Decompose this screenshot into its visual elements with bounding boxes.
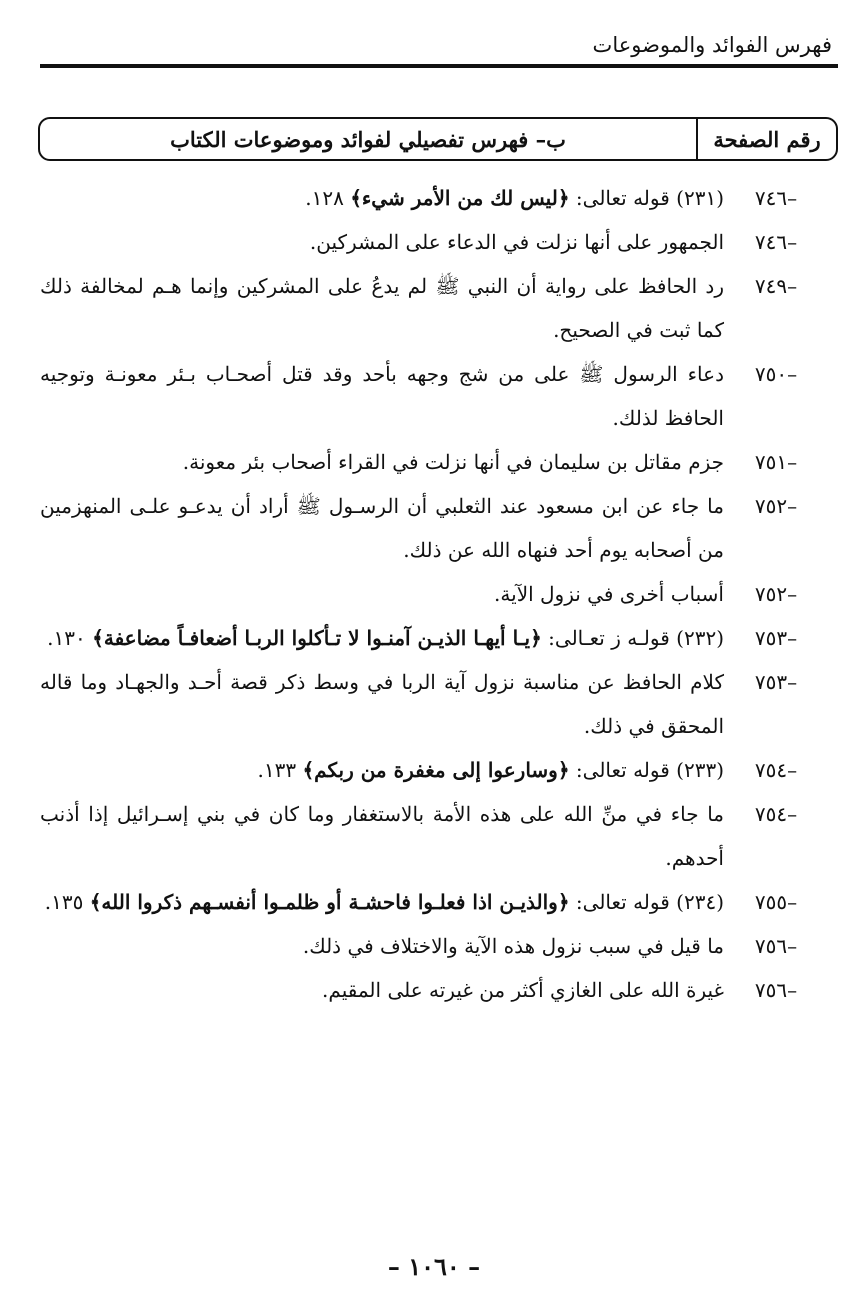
index-entry — [40, 748, 828, 792]
header-rule — [40, 64, 838, 68]
entry-text: كلام الحافظ عن مناسبة نزول آية الربا في وسط ذكر قصة أحـد والجهـاد وما قاله المحقق في ذلك. — [40, 670, 724, 738]
page-column-header: رقم الصفحة — [696, 119, 836, 159]
entry-page-number: –٧٤٩ — [754, 274, 798, 298]
quran-verse: ﴿يـا أيهـا الذيـن آمنـوا لا تـأكلوا الربـا أضعافـاً مضاعفة﴾ — [92, 626, 542, 650]
entry-tail: ١٣٣. — [257, 758, 303, 782]
entry-lead: (٢٣٤) قوله تعالى: — [569, 890, 724, 914]
index-entry — [40, 484, 828, 572]
index-entry — [40, 176, 828, 220]
entry-text: ما جاء في منِّ الله على هذه الأمة بالاستغفار وما كان في بني إسـرائيل إذا أذنب أحدهم. — [40, 802, 724, 870]
index-entry — [40, 660, 828, 748]
entry-page-number: –٧٤٦ — [754, 230, 798, 254]
entry-text: رد الحافظ على رواية أن النبي ﷺ لم يدعُ على المشركين وإنما هـم لمخالفة ذلك كما ثبت في الصحيح. — [40, 274, 724, 342]
entry-text: دعاء الرسول ﷺ على من شج وجهه بأحد وقد قتل أصحـاب بـئر معونـة وتوجيه الحافظ لذلك. — [40, 362, 724, 430]
entry-lead: (٢٣٢) قولـه ز تعـالى: — [541, 626, 724, 650]
entry-page-number: –٧٥٥ — [754, 890, 798, 914]
entry-page-number: –٧٥٣ — [754, 626, 798, 650]
entry-text: ما جاء عن ابن مسعود عند الثعلبي أن الرسـول ﷺ أراد أن يدعـو علـى المنهزمين من أصحابه يوم أحد فنهاه الله عن ذلك. — [40, 494, 724, 562]
entry-tail: ١٣٠. — [47, 626, 93, 650]
quran-verse: ﴿ليس لك من الأمر شيء﴾ — [350, 186, 570, 210]
entry-text — [40, 616, 724, 660]
index-entry — [40, 352, 828, 440]
entry-text: ما قيل في سبب نزول هذه الآية والاختلاف في ذلك. — [302, 934, 724, 958]
entry-tail: ١٣٥. — [44, 890, 90, 914]
entry-page-number: –٧٥٤ — [754, 758, 798, 782]
entry-text: الجمهور على أنها نزلت في الدعاء على المشركين. — [309, 230, 724, 254]
index-entry — [40, 924, 828, 968]
index-entry — [40, 880, 828, 924]
index-entry — [40, 220, 828, 264]
index-entry — [40, 264, 828, 352]
index-entry — [40, 792, 828, 880]
topic-column-header: ب– فهرس تفصيلي لفوائد وموضوعات الكتاب — [170, 126, 566, 152]
entry-page-number: –٧٥٣ — [754, 670, 798, 694]
entry-lead: (٢٣١) قوله تعالى: — [569, 186, 724, 210]
quran-verse: ﴿وسارعوا إلى مغفرة من ربكم﴾ — [302, 758, 570, 782]
quran-verse: ﴿والذيـن اذا فعلـوا فاحشـة أو ظلمـوا أنفسـهم ذكروا الله﴾ — [89, 890, 570, 914]
entry-page-number: –٧٤٦ — [754, 186, 798, 210]
index-table-header — [38, 117, 838, 161]
page-number: – ١٠٦٠ – — [387, 1252, 481, 1281]
entry-tail: ١٢٨. — [305, 186, 351, 210]
index-entry — [40, 616, 828, 660]
index-entry — [40, 968, 828, 1012]
entry-text: جزم مقاتل بن سليمان في أنها نزلت في القراء أصحاب بئر معونة. — [182, 450, 724, 474]
entry-page-number: –٧٥٤ — [754, 802, 798, 826]
entry-text — [40, 880, 724, 924]
index-entry — [40, 440, 828, 484]
entry-page-number: –٧٥٢ — [754, 582, 798, 606]
entry-page-number: –٧٥٢ — [754, 494, 798, 518]
entry-text: أسباب أخرى في نزول الآية. — [494, 582, 724, 606]
entry-lead: (٢٣٣) قوله تعالى: — [569, 758, 724, 782]
running-head: فهرس الفوائد والموضوعات — [592, 33, 832, 57]
entry-page-number: –٧٥١ — [754, 450, 798, 474]
entry-page-number: –٧٥٦ — [754, 934, 798, 958]
entry-page-number: –٧٥٦ — [754, 978, 798, 1002]
entry-text — [40, 176, 724, 220]
entry-page-number: –٧٥٠ — [754, 362, 798, 386]
entry-text: غيرة الله على الغازي أكثر من غيرته على المقيم. — [322, 978, 724, 1002]
index-entry — [40, 572, 828, 616]
entry-text — [40, 748, 724, 792]
index-entries — [40, 176, 828, 1012]
